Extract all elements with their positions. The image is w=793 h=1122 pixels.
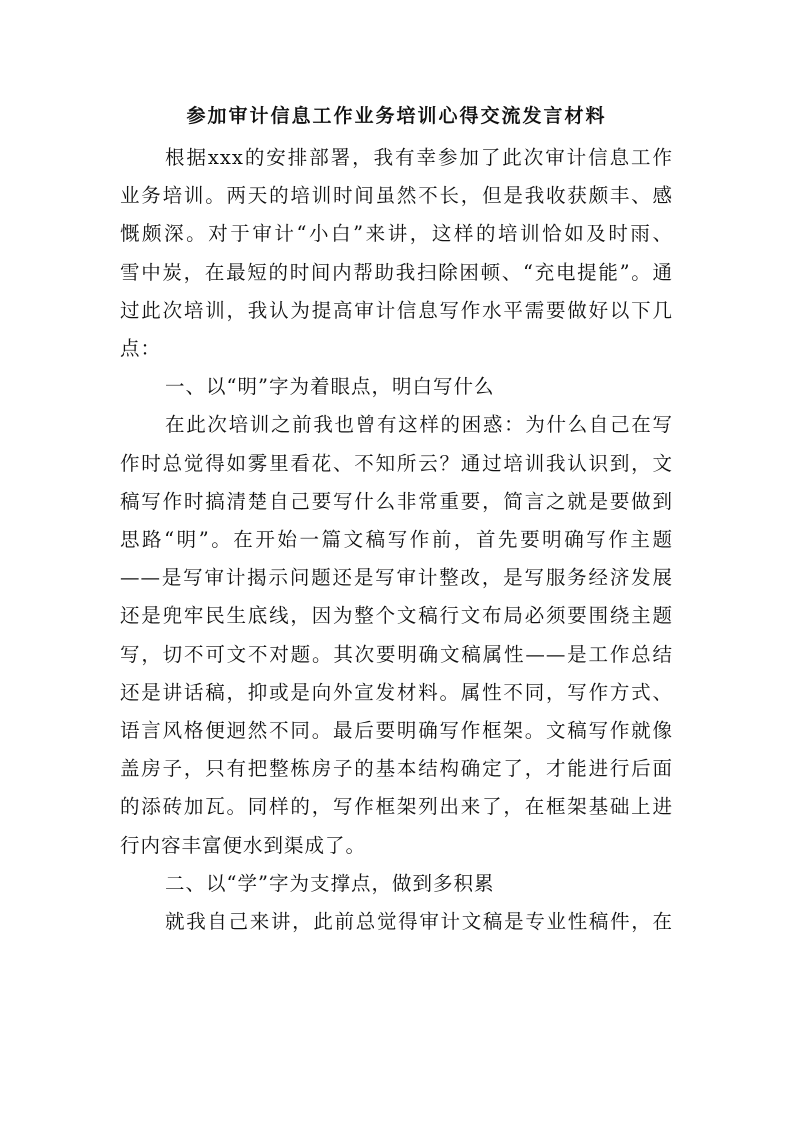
- paragraph-line: 还是兜牢民生底线，因为整个文稿行文布局必须要围绕主题: [120, 604, 673, 627]
- paragraph-line: 在此次培训之前我也曾有这样的困惑：为什么自己在写: [165, 413, 673, 436]
- paragraph-line: 点：: [120, 337, 162, 360]
- paragraph-line: 还是讲话稿，抑或是向外宣发材料。属性不同，写作方式、: [120, 681, 673, 704]
- paragraph-line: 业务培训。两天的培训时间虽然不长，但是我收获颇丰、感: [120, 184, 673, 207]
- paragraph-line: 稿写作时搞清楚自己要写什么非常重要，简言之就是要做到: [120, 490, 673, 513]
- paragraph-line: 过此次培训，我认为提高审计信息写作水平需要做好以下几: [120, 299, 673, 322]
- document-title: 参加审计信息工作业务培训心得交流发言材料: [186, 105, 607, 127]
- paragraph-line: 思路“明”。在开始一篇文稿写作前，首先要明确写作主题: [120, 528, 673, 551]
- paragraph-line: 作时总觉得如雾里看花、不知所云？通过培训我认识到，文: [120, 452, 673, 475]
- paragraph-line: 语言风格便迥然不同。最后要明确写作框架。文稿写作就像: [120, 719, 673, 742]
- paragraph-line: 盖房子，只有把整栋房子的基本结构确定了，才能进行后面: [120, 757, 673, 780]
- paragraph-line: 就我自己来讲，此前总觉得审计文稿是专业性稿件，在: [165, 910, 673, 933]
- paragraph-line: ——是写审计揭示问题还是写审计整改，是写服务经济发展: [120, 566, 673, 589]
- paragraph-line: 行内容丰富便水到渠成了。: [120, 834, 367, 857]
- paragraph-line: 根据xxx的安排部署，我有幸参加了此次审计信息工作: [165, 146, 673, 169]
- paragraph-line: 的添砖加瓦。同样的，写作框架列出来了，在框架基础上进: [120, 795, 673, 818]
- paragraph-line: 写，切不可文不对题。其次要明确文稿属性——是工作总结: [120, 643, 673, 666]
- paragraph-line: 慨颇深。对于审计“小白”来讲，这样的培训恰如及时雨、: [120, 222, 673, 245]
- section-heading: 一、以“明”字为着眼点，明白写什么: [165, 375, 495, 398]
- section-heading: 二、以“学”字为支撑点，做到多积累: [165, 872, 495, 895]
- paragraph-line: 雪中炭，在最短的时间内帮助我扫除困顿、“充电提能”。通: [120, 261, 673, 284]
